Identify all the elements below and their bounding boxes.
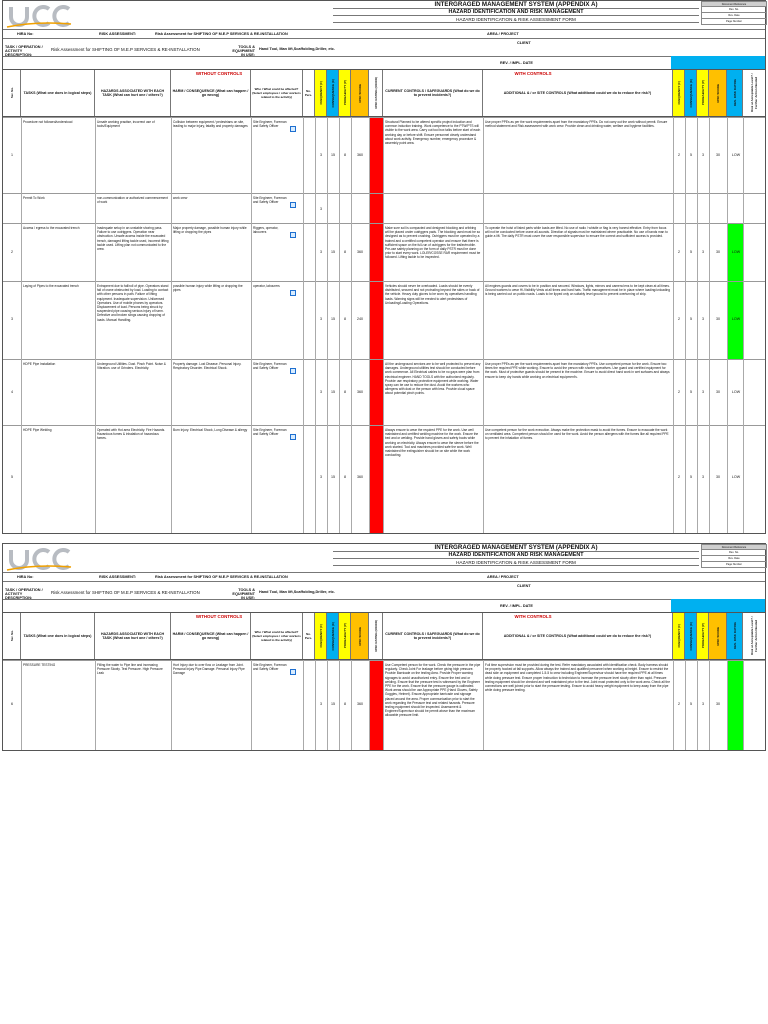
title-box: INTERGRAGED MANAGEMENT SYSTEM (APPENDIX A) HAZARD IDENTIFICATION AND RISK MANAGEMENT HAZARD IDENTIFICATION & RISK ASSESSMENT FORM (333, 544, 699, 566)
hira-row: HIRA No: RISK ASSESSMENT: Risk Assessment for SHIFTING OF M.E.P SERVICES & RE-INSTALLATION AREA / PROJECT (3, 29, 765, 38)
task-row: TASK / OPERATION / ACTIVITY DESCRIPTION: Risk Assessment for SHIFTING OF M.E.P SERVICES & RE-INSTALLATION TOOLS & EQUIPMENT IN USE: Hand Tool, Man lift,Scaffolding,Driller, etc. CLIENT (3, 38, 765, 56)
rev-row: REV. / IMPL. DATE (3, 56, 765, 69)
row-number: 2 (11, 250, 13, 255)
grid-line (383, 660, 384, 750)
affected-persons-cell: Site Engineer, Foreman and Safety Officer (253, 362, 287, 371)
grid-line (303, 660, 304, 750)
highlight-band (671, 599, 765, 612)
probability-cell: 8 (344, 389, 346, 394)
grid-line (709, 660, 710, 750)
harm-cell: work crew (173, 196, 188, 200)
hazard-cell: Entrapment due to fall/roll of pipe. Operators stand fall of crane obstructed by load. Loading to contact with other persons in path. Failure of lifting equipment. Inadequate supervision. Unlicensed Operators. Use of mobile phones by operators. Displacement of load. Persons being struck by suspended pipe causing serious injury of harm. Defective and broken slings causing dropping of loads. Manual Handling. (97, 284, 169, 322)
residual-frequency-cell: 2 (678, 389, 680, 394)
system-subtitle: HAZARD IDENTIFICATION AND RISK MANAGEMENT (333, 9, 699, 16)
grid-line (351, 117, 352, 533)
document-reference: Document Reference Rev. No. Rev. Date Page Number (701, 1, 767, 25)
hazard-cell: Inadequate setup in an unstable shoring pass. Failure to use outriggers. Operation near obstruction. Unsafe access inside the excavated trench, damaged lifting tackle used, incorrect lifting tackle used. Lifting plan not communicated to the crew. (97, 226, 169, 252)
residual-consequence-cell: 5 (690, 475, 692, 480)
risk-score-cell: 360 (357, 389, 363, 394)
grid-line (709, 117, 710, 533)
grid-line (697, 660, 698, 750)
current-controls-cell (385, 196, 481, 222)
grid-line (369, 117, 370, 533)
system-title: INTERGRAGED MANAGEMENT SYSTEM (APPENDIX A) (333, 1, 699, 9)
checkbox-icon[interactable] (290, 368, 296, 374)
residual-frequency-cell: 2 (678, 475, 680, 480)
current-controls-cell: Use Competent person for the work. Check the pressure in the pipe regularly. Check Joint For leakage before giving high pressure. Provide Barricade on the testing Area. Provide Proper warning signages to avoid unauthorized entry. Ensure the bed and or welding. Ensure that the pressure test is witnessed by the Engineer PPE for the work. Ensure that the pressure gauge is calibrated. Work areas should be use Appropriate PPE (Hand Gloves, Safety Goggles, Helmet). Ensure Appropriate barricade and signage placed around the area. Proper communication prior to start the work regarding the Pressure test and related hazards. Pressure testing equipment should be inspected. Assessment & Engineer/Supervisor should be permit above than the maximum allowable pressure limit. (385, 663, 481, 718)
consequence-cell: 15 (331, 250, 335, 255)
row-number: 3 (11, 317, 13, 322)
form-name: HAZARD IDENTIFICATION & RISK ASSESSMENT FORM (333, 16, 699, 23)
grid-line (369, 660, 370, 750)
grid-line (483, 660, 484, 750)
probability-cell: 8 (344, 701, 346, 706)
row-number: 5 (11, 475, 13, 480)
harm-cell: Major property damage, possible human injury while lifting or dropping the pipes (173, 226, 247, 235)
additional-controls-cell: All engines guards and covers to be in position and secured. Windows, lights, mirrors and camera lens to be kept clean at all times. Ground workers to wear Hi-Visibility Vests at all times and hard hats. Traffic management must be in place where loading/unloading is being carried out on public roads. Loads to be lipped only on suitably level ground to prevent overturning of ship. (485, 284, 671, 297)
current-controls-cell: Make sure soil is compacted and designed blocking and cribbing will be placed under outriggers pads. The blocking used must be so designed as to prevent crushing. Outriggers must be operated by a trained and a certified competent operator and ensure that there is sufficient space on the full-run of outriggers for the trailer/mobile. Pre-use safety planning on the form of daily PSTR must be done prior to start every work. LOLER/COSSE RAR requirement must be followed. Lifting tackle to be inspected. (385, 226, 481, 260)
grid-line (727, 660, 728, 750)
table-row (3, 660, 765, 750)
affected-persons-cell: Riggers, operator, labourers (253, 226, 279, 235)
affected-persons-cell: operator, labourers (253, 284, 280, 288)
probability-cell: 8 (344, 250, 346, 255)
without-controls-label: WITHOUT CONTROLS (195, 71, 243, 76)
column-headers: Ser. No. TASKS (What one does in logical steps) HAZARDS ASSOCIATED WITH EACH TASK (What can hurt one / others?) HARM / CONSEQUENCE (What can happen / go wrong) Who / What could be affected? (Select employees / other workers related to the activity) No. Pers. FREQUENCY (F) CONSEQUENCE (C) PROBABILITY (P) RISK SCORE RISK RATING (RR/RR) CURRENT CONTROLS / SAFEGUARDS (What do we do to prevent incidents?) ADDITIONAL & / or SITE CONTROLS (What additional could we do to reduce the risk?) FREQUENCY (F) CONSEQUENCE (C) PROBABILITY (P) RISK SCORE RES. RISK RATING Risk at Acceptable Level? / Further Action Needed (3, 69, 765, 117)
grid-line (95, 117, 96, 533)
grid-line (171, 117, 172, 533)
probability-cell: 8 (344, 152, 346, 157)
residual-score-cell: 30 (716, 701, 720, 706)
task-cell: Permit To Work (23, 196, 45, 200)
residual-level-cell: LOW (731, 317, 741, 322)
grid-line (315, 117, 316, 533)
frequency-cell: 3 (320, 152, 322, 157)
grid-line (673, 660, 674, 750)
hazard-cell: Operated with Hot area Electricity. Fire Hazards. Hazardous fumes & inhalation of hazardous fumes. (97, 428, 166, 441)
grid-line (685, 660, 686, 750)
residual-score-cell: 30 (716, 317, 720, 322)
title-box (333, 1, 699, 23)
grid-line (697, 117, 698, 533)
additional-controls-cell: Use proper PPEs as per the work requirements apart from the mandatory PPEs. Do not carry out the work without permit. Ensure method statement and Risk assessment with work crew. Provide clean and drinking water, welfare and hygiene facilities. (485, 120, 668, 129)
checkbox-icon[interactable] (290, 290, 296, 296)
frequency-cell: 3 (320, 475, 322, 480)
checkbox-icon[interactable] (290, 434, 296, 440)
grid-line (727, 117, 728, 533)
table-row (3, 223, 765, 281)
grid-line (327, 117, 328, 533)
residual-score-cell: 30 (716, 475, 720, 480)
residual-consequence-cell: 5 (690, 701, 692, 706)
harm-cell: Burn Injury. Electrical Shock, Lung Disease & allergy (173, 428, 248, 432)
row-number: 1 (11, 152, 13, 157)
residual-consequence-cell: 5 (690, 389, 692, 394)
grid-line (21, 117, 22, 533)
ucc-logo (5, 546, 75, 572)
hazard-cell: Unsafe working practise, incorrect use of tools/Equipment (97, 120, 155, 129)
additional-controls-cell: To operate the hoist of listed parts while loads are lifted. No use of radio / whistle or flag is very honest effective. Entry from focus will not be conducted before crane all-sounds. Direction of signals must be maintained where practicable. No use of bands man to guide a lift. The daily PSTR must cover the user responsible supervisor to ensure the correct and sufficient access is provided. (485, 226, 668, 239)
frequency-cell: 3 (320, 250, 322, 255)
highlight-band (671, 56, 765, 69)
table-row (3, 281, 765, 359)
risk-score-cell: 240 (357, 317, 363, 322)
task-cell: Laying of Pipes to the excavated trench (23, 284, 79, 288)
form-header (3, 1, 765, 73)
residual-score-cell: 30 (716, 389, 720, 394)
grid-line (315, 660, 316, 750)
grid-line (171, 660, 172, 750)
residual-probability-cell: 3 (702, 250, 704, 255)
row-number: 4 (11, 389, 13, 394)
grid-line (303, 117, 304, 533)
current-controls-cell: Always ensure to wear the required PPE for the work. Use well maintained and certified welding machine for the work. Ensure the bed and or welding. Provide hand gloves and safety boots while working on electricity. Always ensure to wear the sleeve before the work started. Tool and machines provided safe the work. Well maintained fire extinguisher should be on site while the work conducting. (385, 428, 479, 458)
frequency-cell: 3 (320, 389, 322, 394)
table-row (3, 193, 765, 223)
risk-score-cell: 360 (357, 475, 363, 480)
residual-consequence-cell: 5 (690, 317, 692, 322)
grid-line (685, 117, 686, 533)
residual-frequency-cell: 2 (678, 317, 680, 322)
residual-score-cell: 30 (716, 152, 720, 157)
affected-persons-cell: Site Engineer, Foreman and Safety Officer (253, 663, 287, 672)
grid-line (351, 660, 352, 750)
additional-controls-cell: Use competent person for the work execution. Always make the protection mask to avoid the fumes. Ensure to evacuate the work on ventilated area. Competent person should be used for the work. Avoid the person allergens with the fumes like all required PPE to prevent the inhalation of fumes. (485, 428, 669, 441)
grid-line (743, 117, 744, 533)
risk-score-cell: 360 (357, 152, 363, 157)
document-reference: Document Reference Rev. No. Rev. Date Page Number (701, 544, 767, 568)
column-headers: Ser. No. TASKS (What one does in logical steps) HAZARDS ASSOCIATED WITH EACH TASK (What can hurt one / others?) HARM / CONSEQUENCE (What can happen / go wrong) Who / What could be affected? (Select employees / other workers related to the activity) No. Pers. FREQUENCY (F) CONSEQUENCE (C) PROBABILITY (P) RISK SCORE RISK RATING (RR/RR) CURRENT CONTROLS / SAFEGUARDS (What do we do to prevent incidents?) ADDITIONAL & / or SITE CONTROLS (What additional could we do to reduce the risk?) FREQUENCY (F) CONSEQUENCE (C) PROBABILITY (P) RISK SCORE RES. RISK RATING Risk at Acceptable Level? / Further Action Needed (3, 612, 765, 660)
grid-line (383, 117, 384, 533)
residual-frequency-cell: 2 (678, 701, 680, 706)
table-row (3, 425, 765, 533)
probability-cell: 8 (344, 317, 346, 322)
affected-persons-cell: Site Engineer, Foreman and Safety Officer (253, 120, 287, 129)
task-cell: HDPE Pipe Welding (23, 428, 52, 432)
task-cell: PRESSURE TESTING (23, 663, 56, 667)
checkbox-icon[interactable] (290, 232, 296, 238)
current-controls-cell: All the underground services are to be well protected to prevent any damages. Underground utilities test should be conducted before work commence. All Electrical cables to be no gaps were plan from electrical engineer. HAND TOOLS with the authorized regularly. Provide use respiratory protective equipment while working. Water spray can be use to reduce the dust. Avoid the workers who allergens with dust or the person with less. Provide cloud space about potential pinch points. (385, 362, 481, 396)
additional-controls-cell: Full time supervision must be provided during the test. Refer mandatory associated with identification check. Body harness should be properly hooked at fall supports. Allow always the trained and qualified personnel when working at height. Ensure to restrict the dead side on equipment and completed 1-5-5 to crew including Engineer/Supervisor should have the required PPE at all times while doing pressure test. Ensure proper Instruction to technician to increase the pressure level slowly other than rapid. Pressure testing equipment should be checked and well maintained prior to the test. Joint must protected only to the work area. Check all the connections are well joined prior to start the pressure testing. Ensure to avoid heavy weight equipment to keep away from the pipe while doing pressure testing. (485, 663, 670, 693)
residual-probability-cell: 3 (702, 317, 704, 322)
residual-level-cell: LOW (731, 152, 741, 157)
harm-cell: Hurt Injury due to over flow or Leakage from Joint. Personal Injury Pipe Damage. Personal Injury Pipe Damage (173, 663, 245, 676)
residual-level-cell: LOW (731, 389, 741, 394)
grid-line (339, 660, 340, 750)
affected-persons-cell: Site Engineer, Foreman and Safety Officer (253, 196, 287, 205)
form-header: INTERGRAGED MANAGEMENT SYSTEM (APPENDIX A) HAZARD IDENTIFICATION AND RISK MANAGEMENT HAZARD IDENTIFICATION & RISK ASSESSMENT FORM Document Reference Rev. No. Rev. Date Page Number HIRA No: RISK ASSESSMENT: Risk Assessment for SHIFTING OF M.E.P SERVICES & RE-INSTALLATION AREA / PROJECT TASK / OPERATION / ACTIVITY DESCRIPTION: Risk Assessment for SHIFTING OF M.E.P SERVICES & RE-INSTALLATION TOOLS & EQUIPMENT IN USE: Hand Tool, Man lift,Scaffolding,Driller, etc. CLIENT REV. / IMPL. DATE (3, 544, 765, 616)
frequency-cell: 3 (320, 207, 322, 212)
consequence-cell: 15 (331, 317, 335, 322)
with-controls-label: WITH CONTROLS (514, 71, 552, 76)
harm-cell: Property damage. Lost Disease. Personal Injury. Respiratory Disorder. Electrical Shock. (173, 362, 242, 371)
row-number: 6 (11, 701, 13, 706)
probability-cell: 8 (344, 475, 346, 480)
grid-line (743, 660, 744, 750)
affected-persons-cell: Site Engineer, Foreman and Safety Officer (253, 428, 287, 437)
harm-cell: Collision between equipment / pedestrians on site, leading to major injury, fatality and property damages (173, 120, 248, 129)
residual-probability-cell: 3 (702, 475, 704, 480)
ucc-logo (5, 3, 75, 29)
residual-consequence-cell: 5 (690, 250, 692, 255)
table-row (3, 359, 765, 425)
risk-score-cell: 360 (357, 250, 363, 255)
task-cell: Access / egress to the excavated trench (23, 226, 80, 230)
harm-cell: possible human injury while lifting or dropping the pipes (173, 284, 243, 293)
residual-level-cell: LOW (731, 475, 741, 480)
grid-line (95, 660, 96, 750)
residual-probability-cell: 3 (702, 701, 704, 706)
consequence-cell: 15 (331, 389, 335, 394)
additional-controls-cell: Use proper PPEs as per the work requirements apart from the mandatory PPEs. Use competent person for the work. Ensure two times the required PPE while working. Ensure to avoid the person with shorter operatives. Use guard and certified equipment for the work. Must of protective guards should be present in the machine. Ensure to avoid direct hand work in wet surfaces and always ensure to keep dry hands while working on electrical equipment's. (485, 362, 670, 379)
residual-frequency-cell: 2 (678, 250, 680, 255)
grid-line (339, 117, 340, 533)
risk-assessment-sheet-2: INTERGRAGED MANAGEMENT SYSTEM (APPENDIX A) HAZARD IDENTIFICATION AND RISK MANAGEMENT HAZARD IDENTIFICATION & RISK ASSESSMENT FORM Document Reference Rev. No. Rev. Date Page Number HIRA No: RISK ASSESSMENT: Risk Assessment for SHIFTING OF M.E.P SERVICES & RE-INSTALLATION AREA / PROJECT TASK / OPERATION / ACTIVITY DESCRIPTION: Risk Assessment for SHIFTING OF M.E.P SERVICES & RE-INSTALLATION TOOLS & EQUIPMENT IN USE: Hand Tool, Man lift,Scaffolding,Driller, etc. CLIENT REV. / IMPL. DATE WITHOUT CONTROLS WITH CONTROLS Ser. No. TASKS (What one does in logical steps) HAZARDS ASSOCIATED WITH EACH TASK (What can hurt one / others?) HARM / CONSEQUENCE (What can happen / go wrong) Who / What could be affected? (Select employees / other workers related to the activity) No. Pers. FREQUENCY (F) CONSEQUENCE (C) PROBABILITY (P) RISK SCORE RISK RATING (RR/RR) CURRENT CONTROLS / SAFEGUARDS (What do we do to prevent incidents?) ADDITIONAL & / or SITE CONTROLS (What additional could we do to reduce the risk?) FREQUENCY (F) CONSEQUENCE (C) PROBABILITY (P) RISK SCORE RES. RISK RATING Risk at Acceptable Level? / Further Action Needed 6 PRESSURE TESTING Filling the water to Pipe line and increasing Pressure Slowly. Test Pressure. High Pressure Leak Hurt Injury due to over flow or Leakage from Joint. Personal Injury Pipe Damage. Personal Injury Pipe Damage Site Engineer, Foreman and Safety Officer 3 15 8 360 Use Competent person for the work. Check the pressure in the pipe regularly. Check Joint For leakage before giving high pressure. Provide Barricade on the testing Area. Provide Proper warning signages to avoid unauthorized entry. Ensure the bed and or welding. Ensure that the pressure test is witnessed by the Engineer PPE for the work. Ensure that the pressure gauge is calibrated. Work areas should be use Appropriate PPE (Hand Gloves, Safety Goggles, Helmet). Ensure Appropriate barricade and signage placed around the area. Proper communication prior to start the work regarding the Pressure test and related hazards. Pressure testing equipment should be inspected. Assessment & Engineer/Supervisor should be permit above than the maximum allowable pressure limit. Full time supervision must be provided during the test. Refer mandatory associated with identification check. Body harness should be properly hooked at fall supports. Allow always the trained and qualified personnel when working at height. Ensure to restrict the dead side on equipment and completed 1-5-5 to crew including Engineer/Supervisor should have the required PPE at all times while doing pressure test. Ensure proper Instruction to technician to increase the pressure level slowly other than rapid. Pressure testing equipment should be checked and well maintained prior to the test. Joint must protected only to the work area. Check all the connections are well joined prior to start the pressure testing. Ensure to avoid heavy weight equipment to keep away from the pipe while doing pressure testing. 2 5 3 30 (2, 543, 766, 751)
checkbox-icon[interactable] (290, 126, 296, 132)
residual-frequency-cell: 2 (678, 152, 680, 157)
residual-score-cell: 30 (716, 250, 720, 255)
hazard-cell: Filling the water to Pipe line and increasing Pressure Slowly. Test Pressure. High Pressure Leak (97, 663, 163, 676)
frequency-cell: 3 (320, 317, 322, 322)
current-controls-cell: Vehicles should never be overloaded. Loads should be evenly distributed, secured and not protruding beyond the sides or back of the vehicle. Heavy duty gloves to be worn by operatives handling loads. Warning signs will be erected to alert pedestrians of Unloading/Loading Operations. (385, 284, 480, 305)
risk-score-cell: 360 (357, 701, 363, 706)
grid-line (21, 660, 22, 750)
task-cell: HDPE Pipe Installation (23, 362, 56, 366)
residual-probability-cell: 3 (702, 389, 704, 394)
table-row (3, 117, 765, 193)
current-controls-cell: Structural Planned to be altered specific project induction and common induction training. Work competence to the PTW/PTS will visible to the work area. Carry out tool box talks before start of each working day or before shift. Ensure personnel clearly understand about work activity. Emergency number, emergency procedure & assembly point area. (385, 120, 481, 146)
consequence-cell: 15 (331, 152, 335, 157)
grid-line (483, 117, 484, 533)
checkbox-icon[interactable] (290, 669, 296, 675)
residual-probability-cell: 3 (702, 152, 704, 157)
grid-line (251, 117, 252, 533)
task-cell: Procedure not followed/understood (23, 120, 73, 124)
risk-assessment-sheet-1 (2, 0, 766, 534)
grid-line (673, 117, 674, 533)
hazard-cell: Underground Utilities. Dust. Pinch Point. Noise & Vibration. use of Grinders. Electricity. (97, 362, 166, 371)
residual-consequence-cell: 5 (690, 152, 692, 157)
checkbox-icon[interactable] (290, 202, 296, 208)
residual-level-cell: LOW (731, 250, 741, 255)
additional-controls-cell (485, 196, 671, 222)
hazard-cell: non-communication or authorized commencement of work (97, 196, 168, 205)
grid-line (251, 660, 252, 750)
frequency-cell: 3 (320, 701, 322, 706)
grid-line (327, 660, 328, 750)
consequence-cell: 15 (331, 701, 335, 706)
consequence-cell: 15 (331, 475, 335, 480)
